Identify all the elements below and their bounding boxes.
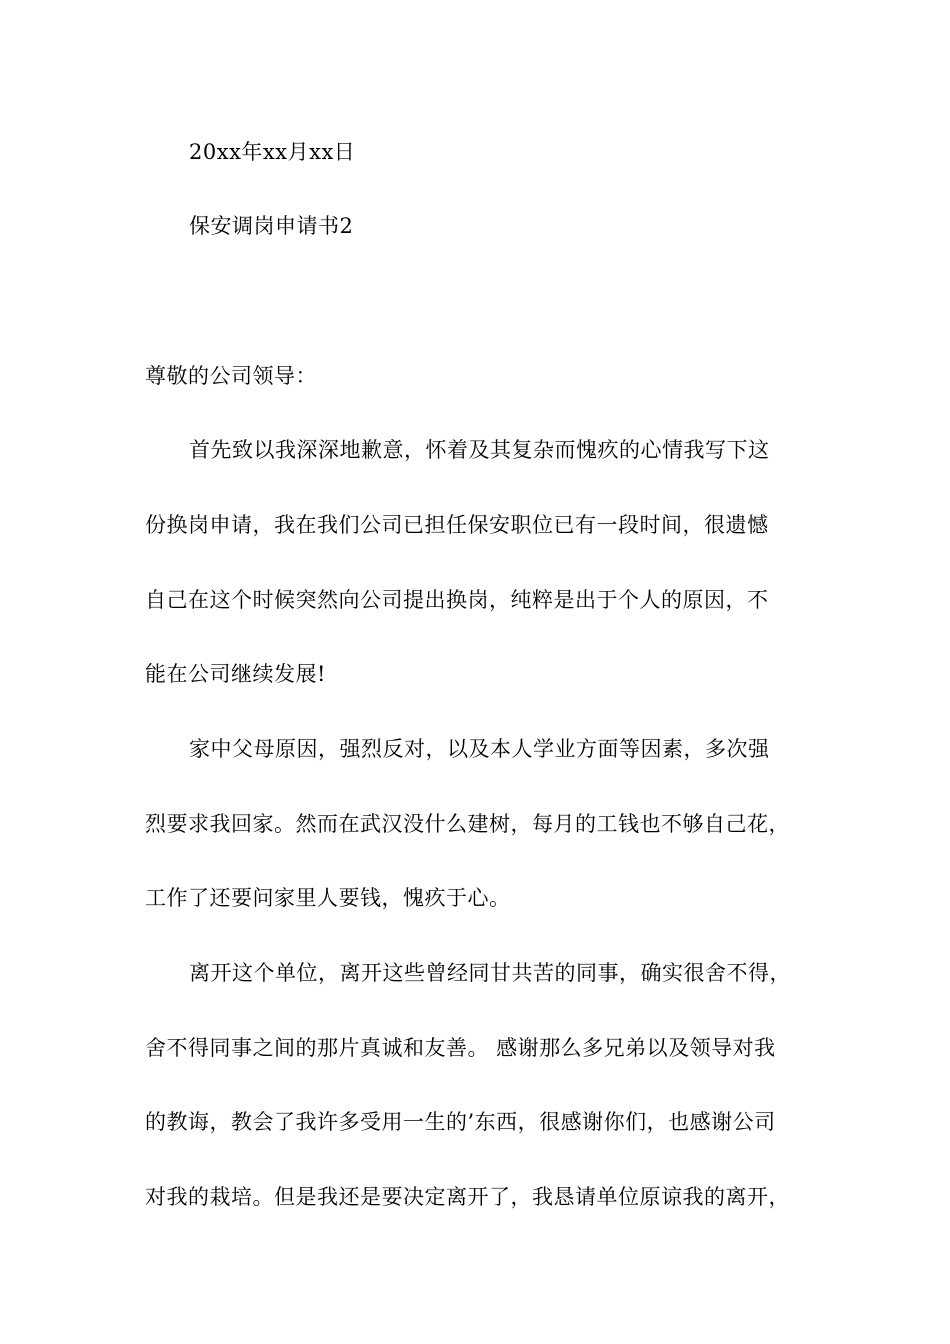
paragraph-line: 工作了还要问家里人要钱，愧疚于心。 bbox=[145, 886, 511, 910]
document-heading: 保安调岗申请书2 bbox=[189, 214, 354, 238]
paragraph-line: 烈要求我回家。然而在武汉没什么建树，每月的工钱也不够自己花， bbox=[145, 812, 790, 836]
paragraph-line: 的教诲，教会了我许多受用一生的’东西，很感谢你们，也感谢公司 bbox=[145, 1110, 776, 1134]
paragraph-line: 首先致以我深深地歉意，怀着及其复杂而愧疚的心情我写下这 bbox=[189, 438, 770, 462]
paragraph-line: 份换岗申请，我在我们公司已担任保安职位已有一段时间，很遗憾 bbox=[145, 513, 769, 537]
date-line: 20xx年xx月xx日 bbox=[189, 140, 356, 164]
salutation: 尊敬的公司领导： bbox=[145, 364, 317, 388]
paragraph-line: 对我的栽培。但是我还是要决定离开了，我恳请单位原谅我的离开， bbox=[145, 1185, 790, 1209]
paragraph-line: 自己在这个时候突然向公司提出换岗，纯粹是出于个人的原因，不 bbox=[145, 588, 769, 612]
paragraph-line: 能在公司继续发展! bbox=[145, 662, 326, 686]
paragraph-line: 家中父母原因，强烈反对，以及本人学业方面等因素，多次强 bbox=[189, 737, 770, 761]
paragraph-line: 离开这个单位，离开这些曾经同甘共苦的同事，确实很舍不得， bbox=[189, 961, 791, 985]
paragraph-line: 舍不得同事之间的那片真诚和友善。 感谢那么多兄弟以及领导对我 bbox=[145, 1036, 776, 1060]
